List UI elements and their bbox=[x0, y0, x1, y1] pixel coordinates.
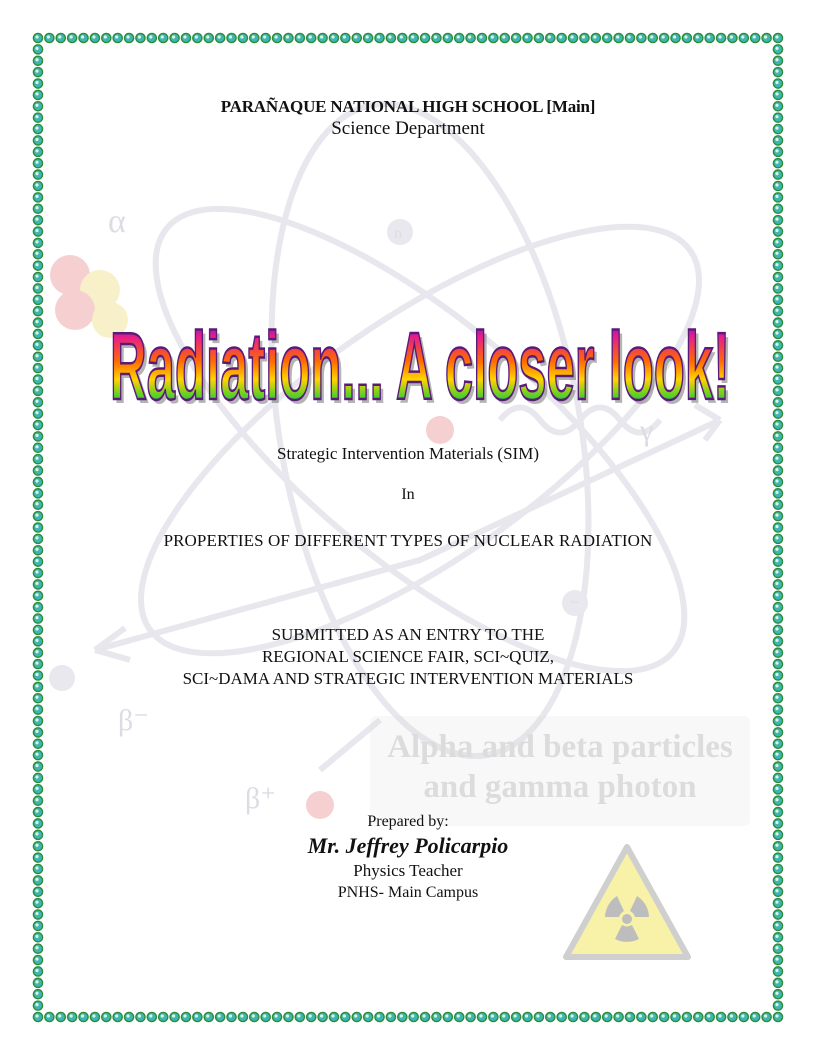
border-dot bbox=[694, 1012, 703, 1021]
border-dot bbox=[33, 341, 42, 350]
main-title bbox=[90, 295, 750, 425]
border-dot bbox=[739, 33, 748, 42]
border-dot bbox=[33, 238, 42, 247]
border-dot bbox=[773, 272, 782, 281]
border-dot bbox=[546, 1012, 555, 1021]
border-dot bbox=[546, 33, 555, 42]
border-dot bbox=[33, 716, 42, 725]
border-dot bbox=[648, 33, 657, 42]
border-dot bbox=[90, 1012, 99, 1021]
border-dot bbox=[364, 33, 373, 42]
border-dot bbox=[773, 990, 782, 999]
author-campus: PNHS- Main Campus bbox=[337, 884, 479, 901]
border-dot bbox=[124, 1012, 133, 1021]
border-dot bbox=[33, 364, 42, 373]
border-dot bbox=[716, 1012, 725, 1021]
border-dot bbox=[523, 33, 532, 42]
border-dot bbox=[477, 33, 486, 42]
border-dot bbox=[68, 1012, 77, 1021]
border-dot bbox=[773, 352, 782, 361]
border-dot bbox=[773, 284, 782, 293]
border-dot bbox=[33, 250, 42, 259]
border-dot bbox=[102, 33, 111, 42]
border-dot bbox=[33, 557, 42, 566]
border-dot bbox=[773, 295, 782, 304]
border-dot bbox=[580, 33, 589, 42]
border-dot bbox=[534, 1012, 543, 1021]
border-dot bbox=[33, 955, 42, 964]
border-dot bbox=[773, 307, 782, 316]
border-dot bbox=[773, 386, 782, 395]
border-dot bbox=[773, 955, 782, 964]
border-dot bbox=[773, 398, 782, 407]
border-dot bbox=[773, 261, 782, 270]
border-dot bbox=[637, 1012, 646, 1021]
border-dot bbox=[147, 33, 156, 42]
border-dot bbox=[33, 1001, 42, 1010]
border-dot bbox=[33, 978, 42, 987]
border-dot bbox=[33, 432, 42, 441]
border-dot bbox=[773, 147, 782, 156]
border-dot bbox=[398, 33, 407, 42]
border-dot bbox=[591, 33, 600, 42]
border-dot bbox=[33, 739, 42, 748]
border-dot bbox=[762, 33, 771, 42]
border-dot bbox=[33, 352, 42, 361]
border-dot bbox=[773, 193, 782, 202]
border-dot bbox=[773, 159, 782, 168]
border-dot bbox=[443, 33, 452, 42]
border-dot bbox=[341, 1012, 350, 1021]
border-dot bbox=[773, 557, 782, 566]
border-dot bbox=[181, 1012, 190, 1021]
border-dot bbox=[773, 79, 782, 88]
border-dot bbox=[136, 33, 145, 42]
border-dot bbox=[33, 705, 42, 714]
border-dot bbox=[557, 33, 566, 42]
border-dot bbox=[773, 56, 782, 65]
beta-plus-symbol: β⁺ bbox=[245, 782, 277, 815]
border-dot bbox=[773, 705, 782, 714]
border-dot bbox=[773, 978, 782, 987]
submission-statement bbox=[0, 624, 816, 690]
border-dot bbox=[238, 1012, 247, 1021]
border-dot bbox=[33, 910, 42, 919]
border-dot bbox=[773, 762, 782, 771]
border-dot bbox=[773, 1001, 782, 1010]
border-dot bbox=[33, 193, 42, 202]
border-dot bbox=[147, 1012, 156, 1021]
border-dot bbox=[420, 1012, 429, 1021]
border-dot bbox=[261, 33, 270, 42]
border-dot bbox=[568, 1012, 577, 1021]
border-dot bbox=[603, 33, 612, 42]
border-dot bbox=[614, 1012, 623, 1021]
border-dot bbox=[705, 1012, 714, 1021]
border-dot bbox=[773, 796, 782, 805]
border-dot bbox=[500, 33, 509, 42]
border-dot bbox=[671, 1012, 680, 1021]
border-dot bbox=[648, 1012, 657, 1021]
border-dot bbox=[614, 33, 623, 42]
border-dot bbox=[33, 216, 42, 225]
border-dot bbox=[329, 33, 338, 42]
border-dot bbox=[762, 1012, 771, 1021]
border-dot bbox=[660, 33, 669, 42]
border-dot bbox=[33, 375, 42, 384]
border-dot bbox=[250, 33, 259, 42]
border-dot bbox=[56, 1012, 65, 1021]
border-dot bbox=[773, 33, 782, 42]
border-dot bbox=[113, 1012, 122, 1021]
border-dot bbox=[33, 466, 42, 475]
border-dot bbox=[33, 272, 42, 281]
border-dot bbox=[329, 1012, 338, 1021]
border-dot bbox=[33, 990, 42, 999]
border-dot bbox=[33, 386, 42, 395]
border-dot bbox=[773, 216, 782, 225]
border-dot bbox=[773, 227, 782, 236]
border-dot bbox=[33, 568, 42, 577]
border-dot bbox=[124, 33, 133, 42]
border-dot bbox=[216, 1012, 225, 1021]
border-dot bbox=[773, 68, 782, 77]
border-dot bbox=[102, 1012, 111, 1021]
border-dot bbox=[512, 1012, 521, 1021]
border-dot bbox=[773, 432, 782, 441]
border-dot bbox=[33, 944, 42, 953]
border-dot bbox=[33, 79, 42, 88]
border-dot bbox=[272, 1012, 281, 1021]
border-dot bbox=[603, 1012, 612, 1021]
border-dot bbox=[409, 1012, 418, 1021]
border-dot bbox=[466, 1012, 475, 1021]
border-dot bbox=[45, 1012, 54, 1021]
border-dot bbox=[68, 33, 77, 42]
border-dot bbox=[671, 33, 680, 42]
border-dot bbox=[33, 56, 42, 65]
electron-minus-sign: − bbox=[569, 592, 580, 612]
border-dot bbox=[295, 1012, 304, 1021]
border-dot bbox=[557, 1012, 566, 1021]
border-dot bbox=[113, 33, 122, 42]
border-dot bbox=[33, 227, 42, 236]
border-dot bbox=[466, 33, 475, 42]
border-dot bbox=[33, 796, 42, 805]
border-dot bbox=[477, 1012, 486, 1021]
border-dot bbox=[136, 1012, 145, 1021]
border-dot bbox=[341, 33, 350, 42]
border-dot bbox=[443, 1012, 452, 1021]
border-dot bbox=[625, 1012, 634, 1021]
border-dot bbox=[455, 1012, 464, 1021]
border-dot bbox=[773, 250, 782, 259]
border-dot bbox=[33, 204, 42, 213]
border-dot bbox=[773, 466, 782, 475]
border-dot bbox=[728, 33, 737, 42]
border-dot bbox=[773, 170, 782, 179]
border-dot bbox=[352, 1012, 361, 1021]
title-text: Radiation... A closer look! bbox=[110, 313, 730, 420]
border-dot bbox=[420, 33, 429, 42]
prepared-by-label: Prepared by: bbox=[367, 813, 449, 830]
border-dot bbox=[751, 33, 760, 42]
border-dot bbox=[159, 33, 168, 42]
border-dot bbox=[33, 159, 42, 168]
border-dot bbox=[33, 694, 42, 703]
border-dot bbox=[318, 33, 327, 42]
border-dot bbox=[170, 1012, 179, 1021]
border-dot bbox=[33, 420, 42, 429]
border-dot bbox=[33, 614, 42, 623]
border-dot bbox=[773, 773, 782, 782]
alpha-symbol: α bbox=[108, 203, 126, 240]
border-dot bbox=[33, 603, 42, 612]
border-dot bbox=[33, 284, 42, 293]
border-dot bbox=[33, 45, 42, 54]
title-shadow: Radiation... A closer look! bbox=[113, 317, 733, 424]
submitted-line-2: REGIONAL SCIENCE FAIR, SCI~QUIZ, bbox=[261, 647, 555, 666]
border-dot bbox=[386, 33, 395, 42]
border-dot bbox=[318, 1012, 327, 1021]
border-dot bbox=[261, 1012, 270, 1021]
border-dot bbox=[33, 295, 42, 304]
border-dot bbox=[773, 238, 782, 247]
border-dot bbox=[33, 773, 42, 782]
border-dot bbox=[568, 33, 577, 42]
border-dot bbox=[33, 967, 42, 976]
border-dot bbox=[295, 33, 304, 42]
border-dot bbox=[705, 33, 714, 42]
border-dot bbox=[284, 1012, 293, 1021]
border-dot bbox=[773, 341, 782, 350]
border-dot bbox=[33, 329, 42, 338]
border-dot bbox=[534, 33, 543, 42]
border-dot bbox=[716, 33, 725, 42]
border-dot bbox=[512, 33, 521, 42]
border-dot bbox=[773, 933, 782, 942]
border-dot bbox=[284, 33, 293, 42]
border-dot bbox=[386, 1012, 395, 1021]
border-dot bbox=[33, 762, 42, 771]
border-dot bbox=[773, 751, 782, 760]
border-dot bbox=[238, 33, 247, 42]
school-name: PARAÑAQUE NATIONAL HIGH SCHOOL [Main] bbox=[220, 97, 596, 116]
border-dot bbox=[489, 33, 498, 42]
submitted-line-1: SUBMITTED AS AN ENTRY TO THE bbox=[271, 625, 545, 644]
border-dot bbox=[33, 398, 42, 407]
border-dot bbox=[751, 1012, 760, 1021]
border-dot bbox=[33, 170, 42, 179]
border-dot bbox=[773, 318, 782, 327]
border-dot bbox=[523, 1012, 532, 1021]
border-dot bbox=[193, 1012, 202, 1021]
gamma-symbol: γ bbox=[640, 414, 654, 447]
border-dot bbox=[637, 33, 646, 42]
border-dot bbox=[773, 910, 782, 919]
border-dot bbox=[170, 33, 179, 42]
border-dot bbox=[33, 409, 42, 418]
border-dot bbox=[773, 694, 782, 703]
border-dot bbox=[773, 716, 782, 725]
border-dot bbox=[33, 307, 42, 316]
sim-line: Strategic Intervention Materials (SIM) bbox=[276, 444, 539, 463]
border-dot bbox=[773, 329, 782, 338]
border-dot bbox=[33, 751, 42, 760]
border-dot bbox=[773, 580, 782, 589]
border-dot bbox=[33, 147, 42, 156]
border-dot bbox=[204, 1012, 213, 1021]
border-dot bbox=[694, 33, 703, 42]
border-dot bbox=[773, 409, 782, 418]
border-dot bbox=[773, 739, 782, 748]
border-dot bbox=[33, 181, 42, 190]
border-dot bbox=[272, 33, 281, 42]
border-dot bbox=[364, 1012, 373, 1021]
border-dot bbox=[90, 33, 99, 42]
border-dot bbox=[33, 591, 42, 600]
border-dot bbox=[227, 1012, 236, 1021]
department-name: Science Department bbox=[331, 118, 485, 139]
border-dot bbox=[773, 591, 782, 600]
border-dot bbox=[352, 33, 361, 42]
border-dot bbox=[375, 33, 384, 42]
border-dot bbox=[591, 1012, 600, 1021]
border-dot bbox=[409, 33, 418, 42]
border-dot bbox=[204, 33, 213, 42]
border-dot bbox=[33, 580, 42, 589]
author-position: Physics Teacher bbox=[353, 861, 463, 880]
border-dot bbox=[181, 33, 190, 42]
border-dot bbox=[33, 261, 42, 270]
border-dot bbox=[375, 1012, 384, 1021]
border-dot bbox=[773, 967, 782, 976]
border-dot bbox=[682, 1012, 691, 1021]
border-dot bbox=[455, 33, 464, 42]
border-dot bbox=[660, 1012, 669, 1021]
border-dot bbox=[773, 1012, 782, 1021]
border-dot bbox=[33, 728, 42, 737]
border-dot bbox=[307, 33, 316, 42]
watermark-caption bbox=[370, 727, 750, 807]
border-dot bbox=[773, 728, 782, 737]
border-dot bbox=[33, 1012, 42, 1021]
border-dot bbox=[773, 944, 782, 953]
border-dot bbox=[773, 512, 782, 521]
border-dot bbox=[56, 33, 65, 42]
border-dot bbox=[33, 921, 42, 930]
border-dot bbox=[773, 614, 782, 623]
border-dot bbox=[773, 45, 782, 54]
border-dot bbox=[739, 1012, 748, 1021]
author-name: Mr. Jeffrey Policarpio bbox=[307, 833, 509, 858]
border-dot bbox=[773, 568, 782, 577]
border-dot bbox=[500, 1012, 509, 1021]
border-dot bbox=[33, 318, 42, 327]
topic-line: PROPERTIES OF DIFFERENT TYPES OF NUCLEAR RADIATION bbox=[163, 531, 653, 550]
border-dot bbox=[625, 33, 634, 42]
border-dot bbox=[227, 33, 236, 42]
border-dot bbox=[773, 603, 782, 612]
border-dot bbox=[773, 364, 782, 373]
border-dot bbox=[33, 68, 42, 77]
border-dot bbox=[682, 33, 691, 42]
border-dot bbox=[489, 1012, 498, 1021]
border-dot bbox=[773, 785, 782, 794]
border-dot bbox=[33, 933, 42, 942]
beta-minus-symbol: β⁻ bbox=[118, 704, 150, 737]
border-dot bbox=[580, 1012, 589, 1021]
border-dot bbox=[33, 785, 42, 794]
border-dot bbox=[33, 33, 42, 42]
border-dot bbox=[773, 204, 782, 213]
radiation-hazard-icon bbox=[562, 843, 692, 961]
border-dot bbox=[773, 375, 782, 384]
border-dot bbox=[193, 33, 202, 42]
border-dot bbox=[33, 512, 42, 521]
border-dot bbox=[45, 33, 54, 42]
border-dot bbox=[307, 1012, 316, 1021]
border-dot bbox=[398, 1012, 407, 1021]
in-line: In bbox=[401, 486, 415, 503]
border-dot bbox=[773, 921, 782, 930]
border-dot bbox=[773, 420, 782, 429]
border-dot bbox=[728, 1012, 737, 1021]
neutron-symbol: n bbox=[394, 225, 402, 242]
border-dot bbox=[79, 33, 88, 42]
watermark-line-1: Alpha and beta particles bbox=[387, 729, 733, 765]
border-dot bbox=[250, 1012, 259, 1021]
border-dot bbox=[432, 33, 441, 42]
submitted-line-3: SCI~DAMA AND STRATEGIC INTERVENTION MATERIALS bbox=[182, 669, 634, 688]
border-dot bbox=[773, 181, 782, 190]
border-dot bbox=[159, 1012, 168, 1021]
border-dot bbox=[79, 1012, 88, 1021]
watermark-line-2: and gamma photon bbox=[423, 769, 697, 805]
border-dot bbox=[432, 1012, 441, 1021]
border-dot bbox=[216, 33, 225, 42]
